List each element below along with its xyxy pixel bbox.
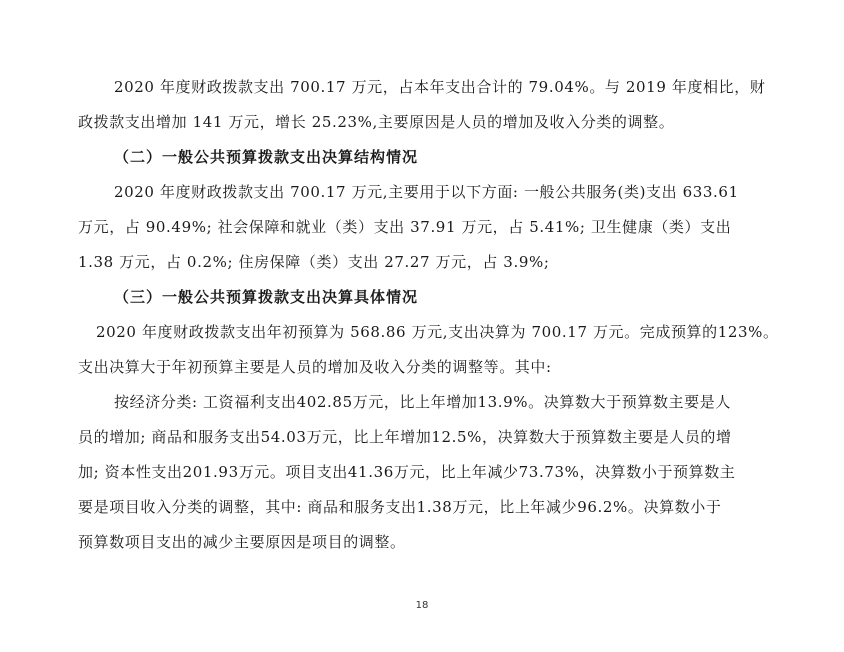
paragraph-line-9: 支出决算大于年初预算主要是人员的增加及收入分类的调整等。其中: — [78, 358, 552, 376]
paragraph-line-10: 按经济分类: 工资福利支出402.85万元，比上年增加13.9%。决算数大于预算数主要是人 — [114, 393, 731, 411]
section-heading-3: （三）一般公共预算拨款支出决算具体情况 — [114, 288, 419, 306]
paragraph-line-4: 2020 年度财政拨款支出 700.17 万元,主要用于以下方面: 一般公共服务(类)支出 633.61 — [114, 183, 739, 201]
paragraph-line-11: 员的增加; 商品和服务支出54.03万元，比上年增加12.5%，决算数大于预算数主要是人员的增 — [78, 428, 732, 446]
paragraph-line-12: 加; 资本性支出201.93万元。项目支出41.36万元，比上年减少73.73%，决算数小于预算数主 — [78, 463, 736, 481]
paragraph-line-1: 2020 年度财政拨款支出 700.17 万元，占本年支出合计的 79.04%。与 2019 年度相比，财 — [114, 78, 766, 96]
paragraph-line-13: 要是项目收入分类的调整，其中: 商品和服务支出1.38万元，比上年减少96.2%。决算数小于 — [78, 498, 722, 516]
paragraph-line-8: 2020 年度财政拨款支出年初预算为 568.86 万元,支出决算为 700.17 万元。完成预算的123%。 — [96, 323, 779, 341]
paragraph-line-6: 1.38 万元，占 0.2%; 住房保障（类）支出 27.27 万元，占 3.9%; — [78, 253, 550, 271]
paragraph-line-2: 政拨款支出增加 141 万元，增长 25.23%,主要原因是人员的增加及收入分类的调整。 — [78, 113, 675, 131]
section-heading-2: （二）一般公共预算拨款支出决算结构情况 — [114, 148, 419, 166]
paragraph-line-5: 万元，占 90.49%; 社会保障和就业（类）支出 37.91 万元，占 5.41%; 卫生健康（类）支出 — [78, 218, 732, 236]
page-number: 18 — [415, 600, 429, 611]
paragraph-line-14: 预算数项目支出的减少主要原因是项目的调整。 — [78, 533, 406, 551]
